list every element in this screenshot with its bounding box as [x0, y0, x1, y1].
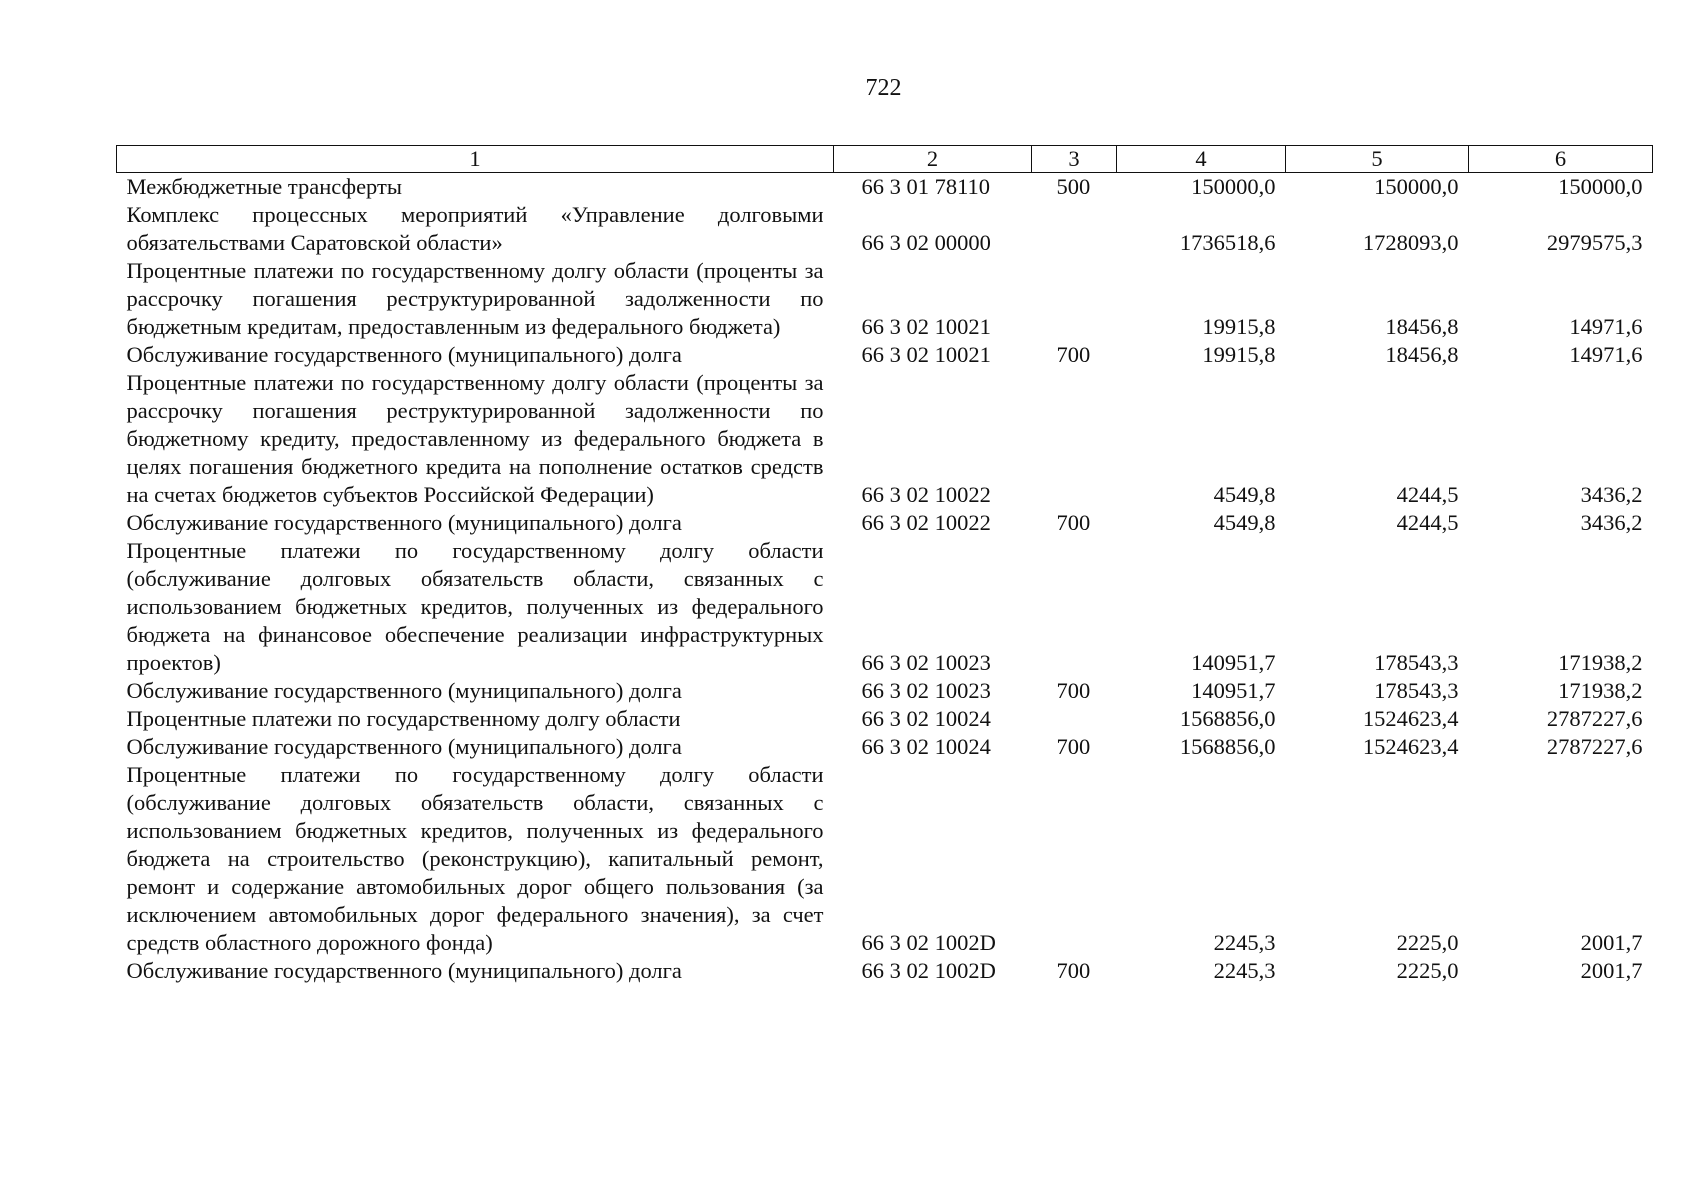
row-value-col4: 140951,7	[1191, 678, 1276, 703]
table-row	[117, 173, 1653, 202]
row-expense-type: 700	[1056, 734, 1091, 759]
row-value-col5: 178543,3	[1374, 678, 1459, 703]
row-value-col5: 18456,8	[1385, 342, 1459, 367]
column-header-6: 6	[1469, 146, 1653, 173]
column-header-2: 2	[834, 146, 1032, 173]
row-value-col6: 14971,6	[1569, 314, 1643, 339]
row-expense-type	[1032, 537, 1117, 677]
row-value-col4: 1568856,0	[1179, 734, 1276, 759]
row-value-col6: 150000,0	[1558, 174, 1643, 199]
row-value-col6: 3436,2	[1580, 510, 1643, 535]
row-name: Обслуживание государственного (муниципального) долга	[126, 342, 682, 367]
row-value-col6: 2979575,3	[1546, 230, 1643, 255]
row-value-col6: 3436,2	[1580, 482, 1643, 507]
row-value-col6: 171938,2	[1558, 678, 1643, 703]
row-expense-type: 700	[1056, 510, 1091, 535]
row-code: 66 3 02 10024	[861, 706, 991, 731]
row-value-col5: 4244,5	[1396, 510, 1459, 535]
page-number: 722	[865, 75, 902, 101]
row-code: 66 3 02 10023	[861, 650, 991, 675]
row-value-col5: 150000,0	[1374, 174, 1459, 199]
row-name: Обслуживание государственного (муниципального) долга	[126, 734, 682, 759]
row-code: 66 3 02 1002D	[861, 958, 996, 983]
table-row	[117, 509, 1653, 537]
table-row	[117, 257, 1653, 341]
budget-table	[116, 145, 1653, 985]
column-header-3: 3	[1032, 146, 1117, 173]
row-value-col6: 2001,7	[1580, 930, 1643, 955]
row-name: Процентные платежи по государственному долгу области (обслуживание долговых обязательств области, связанных с использованием бюджетных кредитов, полученных из федерального бюджета на финансовое обеспечение реализации инфраструктурных проектов)	[126, 538, 824, 675]
column-header-4: 4	[1117, 146, 1286, 173]
row-code: 66 3 02 10022	[861, 482, 991, 507]
row-name: Процентные платежи по государственному долгу области (проценты за рассрочку погашения реструктурированной задолженности по бюджетным кредитам, предоставленным из федерального бюджета)	[126, 258, 824, 339]
row-expense-type	[1032, 201, 1117, 257]
row-value-col5: 2225,0	[1396, 930, 1459, 955]
row-value-col5: 1524623,4	[1362, 734, 1459, 759]
row-code: 66 3 02 10022	[861, 510, 991, 535]
row-expense-type: 700	[1056, 958, 1091, 983]
table-row	[117, 733, 1653, 761]
row-expense-type: 700	[1056, 678, 1091, 703]
row-expense-type	[1032, 257, 1117, 341]
row-expense-type: 700	[1056, 342, 1091, 367]
row-name: Обслуживание государственного (муниципального) долга	[126, 510, 682, 535]
row-name: Обслуживание государственного (муниципального) долга	[126, 678, 682, 703]
row-value-col4: 140951,7	[1191, 650, 1276, 675]
row-value-col5: 1524623,4	[1362, 706, 1459, 731]
table-row	[117, 677, 1653, 705]
row-code: 66 3 02 10021	[861, 342, 991, 367]
row-code: 66 3 01 78110	[861, 174, 991, 199]
table-row	[117, 705, 1653, 733]
row-value-col4: 150000,0	[1191, 174, 1276, 199]
row-name: Обслуживание государственного (муниципального) долга	[126, 958, 682, 983]
row-name: Процентные платежи по государственному долгу области (проценты за рассрочку погашения реструктурированной задолженности по бюджетному кредиту, предоставленному из федерального бюджета в целях погашения бюджетного кредита на пополнение остатков средств на счетах бюджетов субъектов Российской Федерации)	[126, 370, 824, 507]
row-value-col6: 14971,6	[1569, 342, 1643, 367]
table-row	[117, 201, 1653, 257]
row-expense-type: 500	[1056, 174, 1091, 199]
column-header-1: 1	[117, 146, 834, 173]
table-row	[117, 957, 1653, 985]
row-expense-type	[1032, 705, 1117, 733]
header-row	[117, 146, 1653, 173]
column-header-5: 5	[1286, 146, 1469, 173]
row-value-col5: 2225,0	[1396, 958, 1459, 983]
row-value-col6: 2787227,6	[1546, 734, 1643, 759]
row-code: 66 3 02 00000	[861, 230, 991, 255]
row-value-col5: 4244,5	[1396, 482, 1459, 507]
row-expense-type	[1032, 369, 1117, 509]
row-value-col5: 1728093,0	[1362, 230, 1459, 255]
row-name: Межбюджетные трансферты	[126, 174, 402, 199]
table-row	[117, 369, 1653, 509]
row-value-col4: 19915,8	[1202, 342, 1276, 367]
row-value-col4: 2245,3	[1213, 930, 1276, 955]
row-value-col4: 4549,8	[1213, 510, 1276, 535]
row-value-col5: 178543,3	[1374, 650, 1459, 675]
row-value-col4: 2245,3	[1213, 958, 1276, 983]
row-value-col5: 18456,8	[1385, 314, 1459, 339]
row-value-col4: 4549,8	[1213, 482, 1276, 507]
row-value-col6: 171938,2	[1558, 650, 1643, 675]
row-name: Процентные платежи по государственному долгу области	[126, 706, 681, 731]
row-value-col6: 2787227,6	[1546, 706, 1643, 731]
row-name: Комплекс процессных мероприятий «Управление долговыми обязательствами Саратовской области»	[126, 202, 824, 255]
table-header	[117, 146, 1653, 173]
row-name: Процентные платежи по государственному долгу области (обслуживание долговых обязательств области, связанных с использованием бюджетных кредитов, полученных из федерального бюджета на строительство (реконструкцию), капитальный ремонт, ремонт и содержание автомобильных дорог общего пользования (за исключением автомобильных дорог федерального значения), за счет средств областного дорожного фонда)	[126, 762, 824, 955]
table-row	[117, 341, 1653, 369]
row-code: 66 3 02 10024	[861, 734, 991, 759]
row-code: 66 3 02 1002D	[861, 930, 996, 955]
table-row	[117, 761, 1653, 957]
row-code: 66 3 02 10023	[861, 678, 991, 703]
row-expense-type	[1032, 761, 1117, 957]
row-value-col6: 2001,7	[1580, 958, 1643, 983]
row-value-col4: 19915,8	[1202, 314, 1276, 339]
row-value-col4: 1736518,6	[1179, 230, 1276, 255]
row-value-col4: 1568856,0	[1179, 706, 1276, 731]
table-body	[117, 173, 1653, 986]
table-row	[117, 537, 1653, 677]
row-code: 66 3 02 10021	[861, 314, 991, 339]
